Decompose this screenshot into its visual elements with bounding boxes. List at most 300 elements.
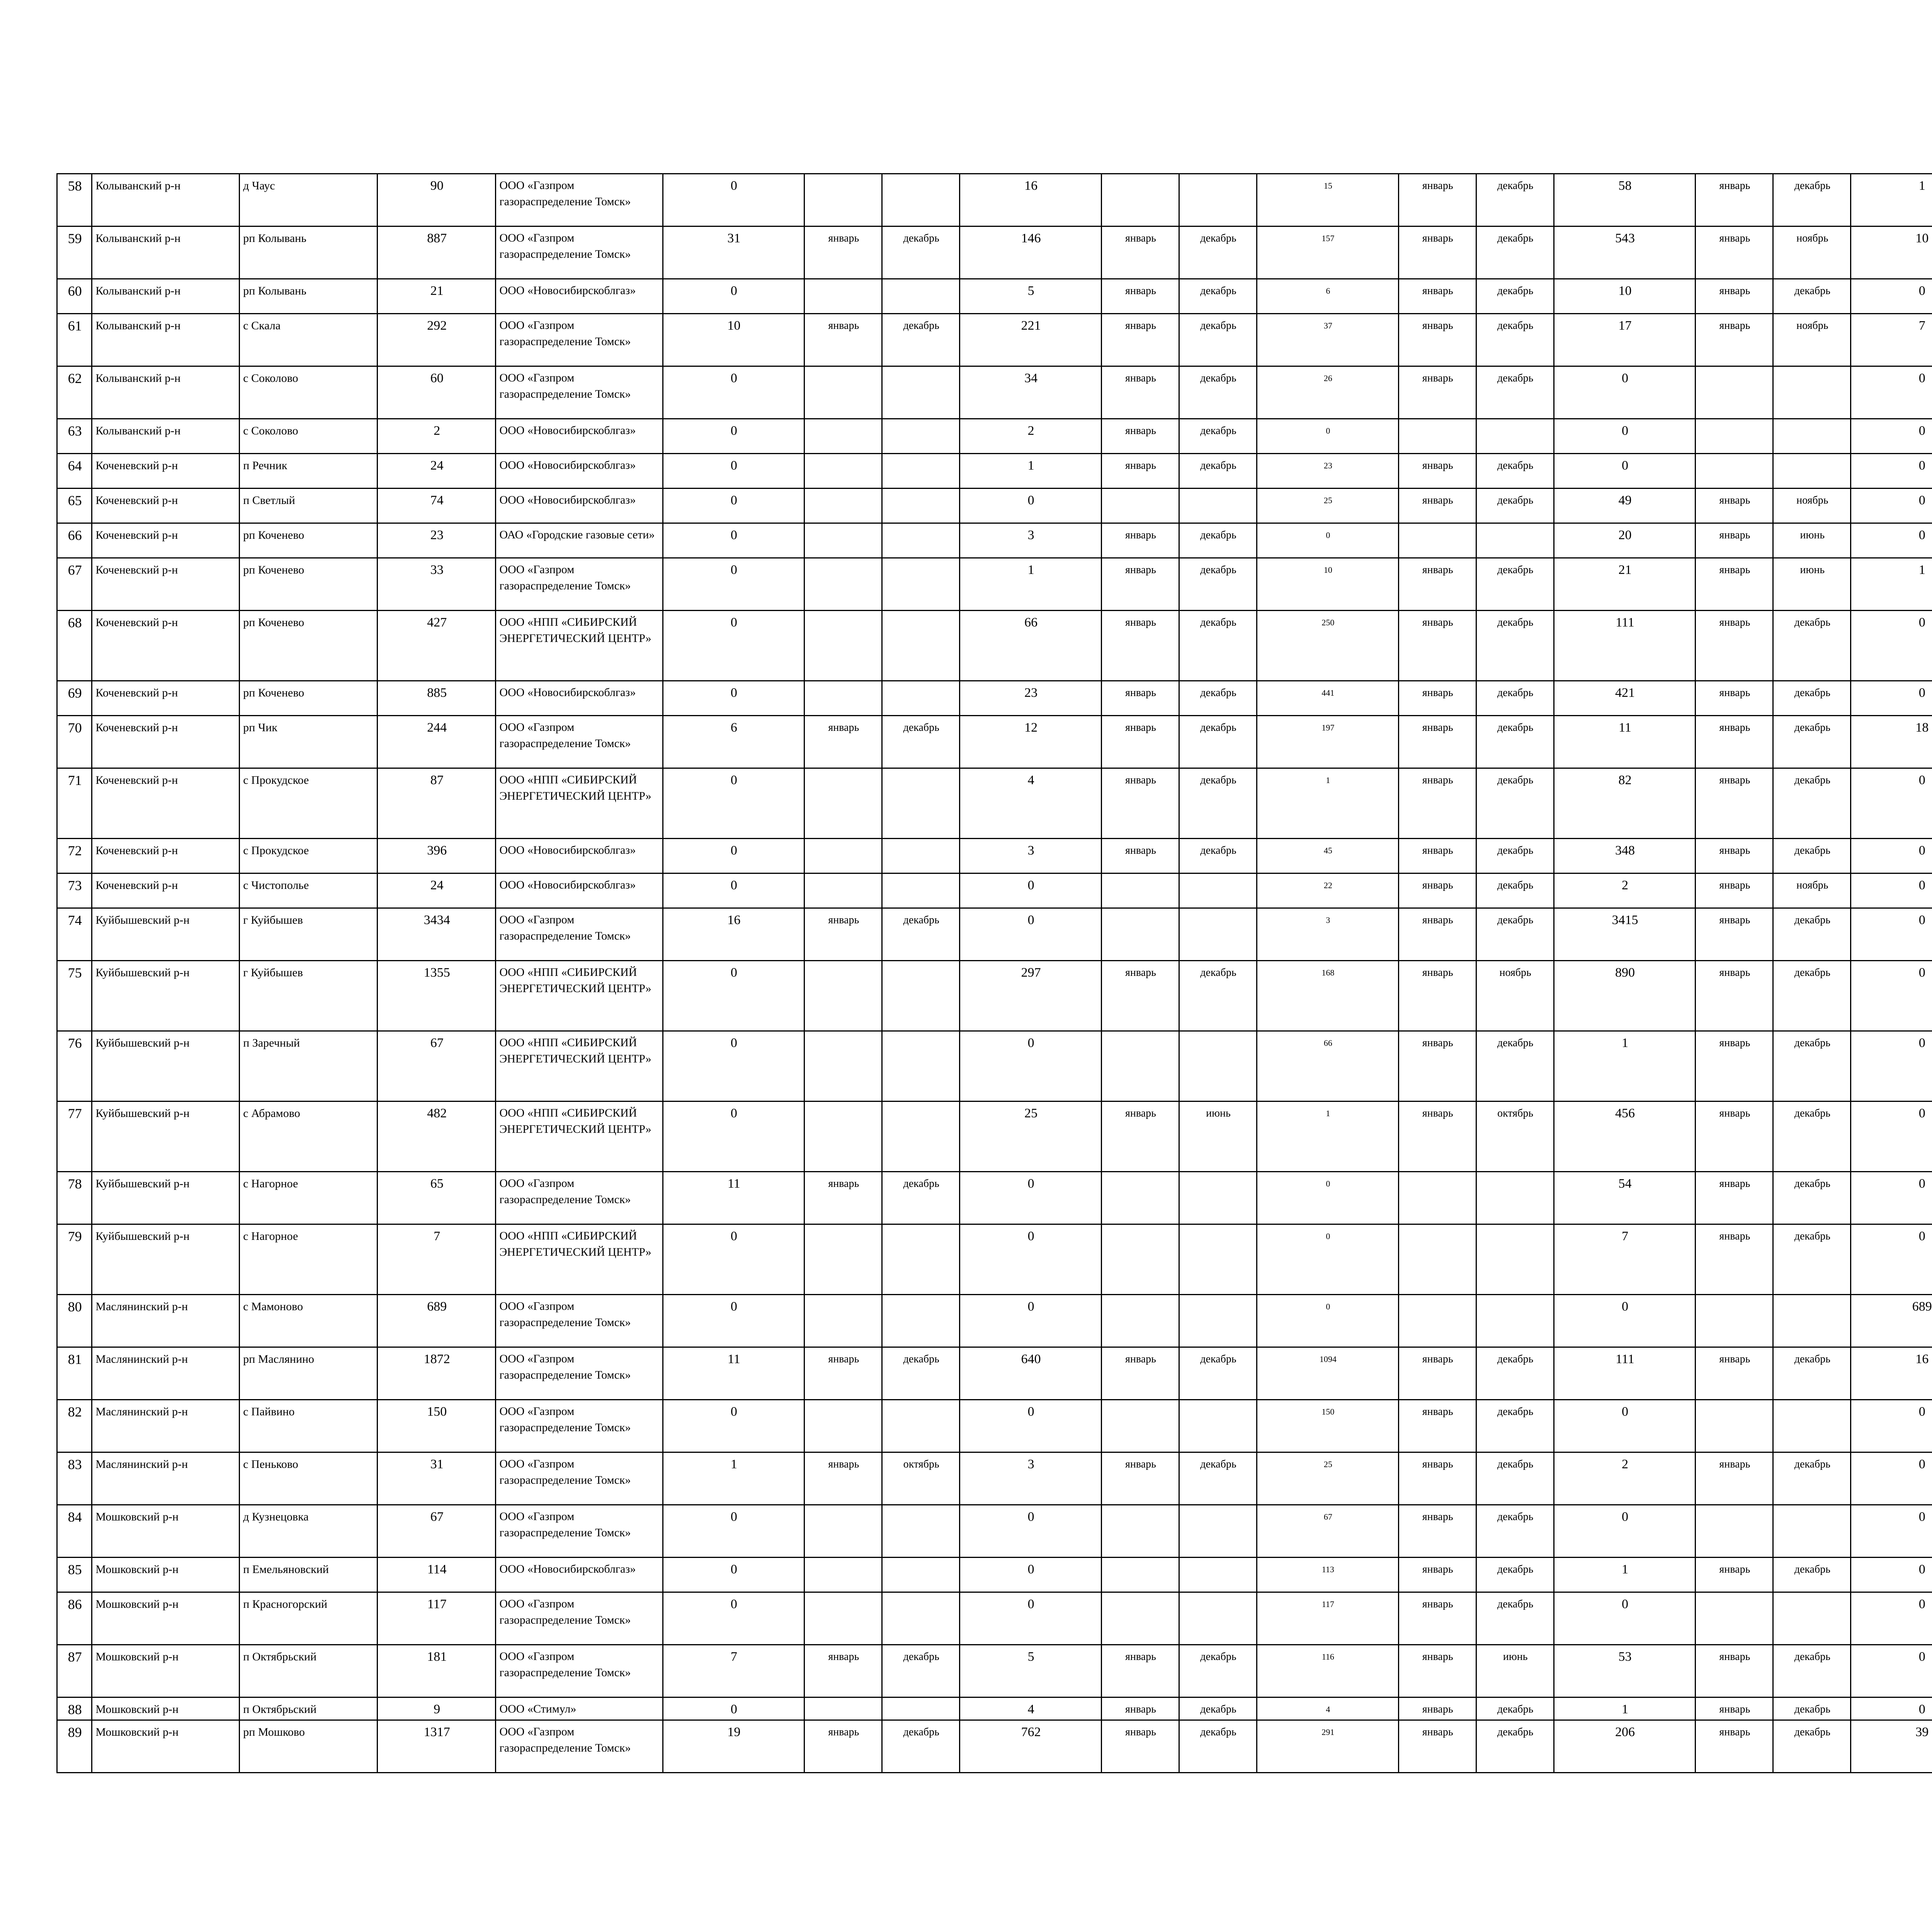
month-from-cell: январь xyxy=(1696,1031,1773,1102)
month-from-cell: январь xyxy=(1102,419,1179,454)
count-cell: 456 xyxy=(1554,1102,1696,1172)
settlement-cell: п Октябрьский xyxy=(240,1697,378,1720)
table-row xyxy=(57,454,1932,489)
month-to-cell: декабрь xyxy=(1476,1452,1554,1505)
district-cell: Маслянинский р-н xyxy=(92,1400,240,1452)
total-cell: 150 xyxy=(377,1400,495,1452)
month-to-cell: декабрь xyxy=(1476,454,1554,489)
count-cell: 0 xyxy=(1851,1102,1932,1172)
month-to-cell: декабрь xyxy=(1179,1452,1257,1505)
settlement-cell: с Нагорное xyxy=(240,1224,378,1295)
count-cell: 0 xyxy=(960,1400,1102,1452)
month-to-cell: июнь xyxy=(1179,1102,1257,1172)
month-to-cell xyxy=(882,839,960,873)
table-row xyxy=(57,1720,1932,1773)
month-from-cell xyxy=(804,873,882,908)
count-cell: 0 xyxy=(663,1592,804,1645)
month-from-cell: январь xyxy=(1696,1224,1773,1295)
month-to-cell xyxy=(1179,873,1257,908)
month-to-cell: июнь xyxy=(1773,523,1851,558)
count-cell: 0 xyxy=(1851,611,1932,681)
month-to-cell xyxy=(1773,454,1851,489)
count-cell: 23 xyxy=(1257,454,1398,489)
organization-cell: ООО «Газпром газораспределение Томск» xyxy=(496,1505,663,1558)
district-cell: Колыванский р-н xyxy=(92,419,240,454)
count-cell: 0 xyxy=(1554,454,1696,489)
count-cell: 1 xyxy=(1851,174,1932,226)
settlement-cell: рп Колывань xyxy=(240,279,378,314)
total-cell: 885 xyxy=(377,681,495,716)
total-cell: 87 xyxy=(377,768,495,839)
settlement-cell: рп Мошково xyxy=(240,1720,378,1773)
table-row xyxy=(57,1347,1932,1400)
count-cell: 49 xyxy=(1554,489,1696,523)
count-cell: 0 xyxy=(1851,873,1932,908)
district-cell: Колыванский р-н xyxy=(92,314,240,366)
month-from-cell: январь xyxy=(1398,611,1476,681)
count-cell: 53 xyxy=(1554,1645,1696,1697)
count-cell: 11 xyxy=(663,1347,804,1400)
organization-cell: ООО «НПП «СИБИРСКИЙ ЭНЕРГЕТИЧЕСКИЙ ЦЕНТР» xyxy=(496,1031,663,1102)
month-to-cell xyxy=(1179,1592,1257,1645)
month-to-cell: декабрь xyxy=(1179,419,1257,454)
count-cell: 3415 xyxy=(1554,908,1696,961)
month-from-cell: январь xyxy=(804,1645,882,1697)
month-from-cell: январь xyxy=(1398,839,1476,873)
count-cell: 146 xyxy=(960,226,1102,279)
table-row xyxy=(57,419,1932,454)
table-row xyxy=(57,839,1932,873)
month-to-cell: декабрь xyxy=(1179,961,1257,1031)
count-cell: 0 xyxy=(1554,366,1696,419)
month-to-cell: декабрь xyxy=(1773,611,1851,681)
month-from-cell: январь xyxy=(1696,1102,1773,1172)
count-cell: 31 xyxy=(663,226,804,279)
month-to-cell: декабрь xyxy=(1179,454,1257,489)
count-cell: 111 xyxy=(1554,611,1696,681)
row-number-cell: 78 xyxy=(57,1172,92,1224)
count-cell: 4 xyxy=(960,1697,1102,1720)
month-to-cell: декабрь xyxy=(1773,1558,1851,1592)
month-from-cell: январь xyxy=(1398,174,1476,226)
count-cell: 82 xyxy=(1554,768,1696,839)
month-to-cell: декабрь xyxy=(1179,768,1257,839)
row-number-cell: 70 xyxy=(57,716,92,768)
count-cell: 0 xyxy=(960,1224,1102,1295)
count-cell: 0 xyxy=(663,1697,804,1720)
row-number-cell: 88 xyxy=(57,1697,92,1720)
month-from-cell xyxy=(804,681,882,716)
settlement-cell: с Абрамово xyxy=(240,1102,378,1172)
month-from-cell: январь xyxy=(804,1452,882,1505)
count-cell: 7 xyxy=(663,1645,804,1697)
month-from-cell: январь xyxy=(1398,226,1476,279)
month-to-cell: декабрь xyxy=(1179,226,1257,279)
month-to-cell: декабрь xyxy=(882,1720,960,1773)
count-cell: 0 xyxy=(663,1295,804,1347)
count-cell: 0 xyxy=(663,1224,804,1295)
count-cell: 2 xyxy=(1554,1452,1696,1505)
district-cell: Коченевский р-н xyxy=(92,716,240,768)
month-from-cell xyxy=(1398,1172,1476,1224)
month-to-cell: декабрь xyxy=(882,314,960,366)
month-from-cell xyxy=(1696,1400,1773,1452)
month-to-cell xyxy=(882,1558,960,1592)
month-to-cell: декабрь xyxy=(1773,1645,1851,1697)
district-cell: Куйбышевский р-н xyxy=(92,1224,240,1295)
month-from-cell: январь xyxy=(1696,1697,1773,1720)
month-to-cell: декабрь xyxy=(1476,1400,1554,1452)
month-from-cell xyxy=(804,1697,882,1720)
count-cell: 1 xyxy=(960,558,1102,611)
count-cell: 1 xyxy=(1257,768,1398,839)
row-number-cell: 81 xyxy=(57,1347,92,1400)
settlement-cell: с Скала xyxy=(240,314,378,366)
month-from-cell: январь xyxy=(1102,558,1179,611)
month-from-cell: январь xyxy=(1696,279,1773,314)
count-cell: 7 xyxy=(1554,1224,1696,1295)
count-cell: 0 xyxy=(1257,523,1398,558)
month-to-cell xyxy=(1476,523,1554,558)
district-cell: Маслянинский р-н xyxy=(92,1295,240,1347)
count-cell: 6 xyxy=(663,716,804,768)
count-cell: 113 xyxy=(1257,1558,1398,1592)
month-from-cell: январь xyxy=(1102,716,1179,768)
month-from-cell: январь xyxy=(1398,768,1476,839)
month-from-cell: январь xyxy=(1398,1592,1476,1645)
organization-cell: ООО «НПП «СИБИРСКИЙ ЭНЕРГЕТИЧЕСКИЙ ЦЕНТР» xyxy=(496,611,663,681)
table-row xyxy=(57,1558,1932,1592)
month-to-cell: декабрь xyxy=(1476,611,1554,681)
count-cell: 58 xyxy=(1554,174,1696,226)
count-cell: 5 xyxy=(960,279,1102,314)
total-cell: 2 xyxy=(377,419,495,454)
settlement-cell: рп Коченево xyxy=(240,523,378,558)
month-from-cell xyxy=(1102,908,1179,961)
count-cell: 0 xyxy=(663,419,804,454)
month-from-cell: январь xyxy=(1696,226,1773,279)
table-row xyxy=(57,1452,1932,1505)
month-from-cell: январь xyxy=(1102,454,1179,489)
total-cell: 33 xyxy=(377,558,495,611)
row-number-cell: 80 xyxy=(57,1295,92,1347)
month-to-cell xyxy=(1179,1558,1257,1592)
month-to-cell xyxy=(882,873,960,908)
count-cell: 22 xyxy=(1257,873,1398,908)
settlement-cell: г Куйбышев xyxy=(240,961,378,1031)
month-to-cell xyxy=(882,1031,960,1102)
month-from-cell xyxy=(804,1558,882,1592)
table-row xyxy=(57,961,1932,1031)
month-from-cell: январь xyxy=(1398,681,1476,716)
row-number-cell: 66 xyxy=(57,523,92,558)
count-cell: 21 xyxy=(1554,558,1696,611)
count-cell: 23 xyxy=(960,681,1102,716)
month-from-cell: январь xyxy=(1102,1720,1179,1773)
settlement-cell: с Прокудское xyxy=(240,839,378,873)
total-cell: 482 xyxy=(377,1102,495,1172)
district-cell: Мошковский р-н xyxy=(92,1720,240,1773)
count-cell: 0 xyxy=(1554,1295,1696,1347)
count-cell: 689 xyxy=(1851,1295,1932,1347)
district-cell: Мошковский р-н xyxy=(92,1697,240,1720)
count-cell: 250 xyxy=(1257,611,1398,681)
table-row xyxy=(57,611,1932,681)
row-number-cell: 74 xyxy=(57,908,92,961)
month-from-cell xyxy=(804,961,882,1031)
total-cell: 9 xyxy=(377,1697,495,1720)
count-cell: 0 xyxy=(1851,1558,1932,1592)
month-from-cell: январь xyxy=(1398,1505,1476,1558)
district-cell: Мошковский р-н xyxy=(92,1505,240,1558)
total-cell: 244 xyxy=(377,716,495,768)
count-cell: 0 xyxy=(1851,1592,1932,1645)
count-cell: 67 xyxy=(1257,1505,1398,1558)
month-to-cell: декабрь xyxy=(1179,1720,1257,1773)
month-from-cell: январь xyxy=(1398,1031,1476,1102)
organization-cell: ООО «НПП «СИБИРСКИЙ ЭНЕРГЕТИЧЕСКИЙ ЦЕНТР» xyxy=(496,1224,663,1295)
count-cell: 19 xyxy=(663,1720,804,1773)
count-cell: 0 xyxy=(960,489,1102,523)
count-cell: 3 xyxy=(960,839,1102,873)
month-from-cell: январь xyxy=(1696,611,1773,681)
month-to-cell: декабрь xyxy=(1476,1347,1554,1400)
count-cell: 0 xyxy=(1554,1592,1696,1645)
count-cell: 1 xyxy=(663,1452,804,1505)
total-cell: 60 xyxy=(377,366,495,419)
count-cell: 6 xyxy=(1257,279,1398,314)
table-row xyxy=(57,174,1932,226)
month-to-cell xyxy=(1179,1031,1257,1102)
count-cell: 0 xyxy=(663,1505,804,1558)
count-cell: 0 xyxy=(1851,1645,1932,1697)
month-to-cell xyxy=(1773,1592,1851,1645)
organization-cell: ООО «Газпром газораспределение Томск» xyxy=(496,226,663,279)
month-from-cell: январь xyxy=(804,716,882,768)
table-row xyxy=(57,489,1932,523)
total-cell: 67 xyxy=(377,1031,495,1102)
month-from-cell xyxy=(1102,873,1179,908)
month-to-cell xyxy=(1773,1505,1851,1558)
row-number-cell: 73 xyxy=(57,873,92,908)
count-cell: 0 xyxy=(1257,1295,1398,1347)
district-cell: Мошковский р-н xyxy=(92,1558,240,1592)
table-row xyxy=(57,873,1932,908)
settlement-cell: с Соколово xyxy=(240,419,378,454)
district-cell: Колыванский р-н xyxy=(92,279,240,314)
row-number-cell: 68 xyxy=(57,611,92,681)
month-from-cell xyxy=(1102,1558,1179,1592)
month-to-cell: декабрь xyxy=(1476,768,1554,839)
month-to-cell xyxy=(1476,1172,1554,1224)
month-to-cell: декабрь xyxy=(1476,839,1554,873)
count-cell: 0 xyxy=(960,1592,1102,1645)
month-to-cell: июнь xyxy=(1773,558,1851,611)
district-cell: Маслянинский р-н xyxy=(92,1347,240,1400)
table-row xyxy=(57,768,1932,839)
month-to-cell xyxy=(1476,419,1554,454)
month-to-cell: декабрь xyxy=(1179,279,1257,314)
district-cell: Куйбышевский р-н xyxy=(92,908,240,961)
count-cell: 0 xyxy=(1554,1400,1696,1452)
district-cell: Коченевский р-н xyxy=(92,523,240,558)
month-from-cell: январь xyxy=(1696,1452,1773,1505)
month-to-cell: декабрь xyxy=(1476,1505,1554,1558)
total-cell: 1872 xyxy=(377,1347,495,1400)
month-to-cell xyxy=(882,489,960,523)
settlement-cell: с Нагорное xyxy=(240,1172,378,1224)
count-cell: 10 xyxy=(663,314,804,366)
row-number-cell: 87 xyxy=(57,1645,92,1697)
settlement-cell: д Кузнецовка xyxy=(240,1505,378,1558)
month-from-cell: январь xyxy=(1102,839,1179,873)
count-cell: 0 xyxy=(960,1031,1102,1102)
month-to-cell: декабрь xyxy=(882,908,960,961)
month-from-cell: январь xyxy=(1696,961,1773,1031)
month-from-cell: январь xyxy=(1696,489,1773,523)
month-to-cell xyxy=(1179,1400,1257,1452)
month-to-cell: декабрь xyxy=(1773,1720,1851,1773)
month-from-cell xyxy=(804,1505,882,1558)
organization-cell: ООО «Газпром газораспределение Томск» xyxy=(496,314,663,366)
month-from-cell xyxy=(804,523,882,558)
month-from-cell: январь xyxy=(804,908,882,961)
month-from-cell: январь xyxy=(1696,1558,1773,1592)
count-cell: 54 xyxy=(1554,1172,1696,1224)
month-to-cell xyxy=(1476,1224,1554,1295)
month-from-cell: январь xyxy=(1696,716,1773,768)
settlement-cell: п Емельяновский xyxy=(240,1558,378,1592)
month-from-cell: январь xyxy=(1696,174,1773,226)
month-to-cell: декабрь xyxy=(1773,1224,1851,1295)
month-from-cell xyxy=(1696,454,1773,489)
district-cell: Куйбышевский р-н xyxy=(92,1102,240,1172)
month-from-cell: январь xyxy=(1696,314,1773,366)
organization-cell: ООО «Газпром газораспределение Томск» xyxy=(496,558,663,611)
row-number-cell: 58 xyxy=(57,174,92,226)
count-cell: 0 xyxy=(663,174,804,226)
organization-cell: ООО «Новосибирскоблгаз» xyxy=(496,419,663,454)
count-cell: 16 xyxy=(960,174,1102,226)
month-to-cell xyxy=(882,768,960,839)
count-cell: 0 xyxy=(663,523,804,558)
total-cell: 292 xyxy=(377,314,495,366)
count-cell: 18 xyxy=(1851,716,1932,768)
month-from-cell xyxy=(1102,1295,1179,1347)
month-to-cell: декабрь xyxy=(1476,1031,1554,1102)
month-to-cell: декабрь xyxy=(1179,1645,1257,1697)
total-cell: 21 xyxy=(377,279,495,314)
month-to-cell: декабрь xyxy=(1476,1720,1554,1773)
month-from-cell xyxy=(804,839,882,873)
row-number-cell: 59 xyxy=(57,226,92,279)
count-cell: 26 xyxy=(1257,366,1398,419)
table-row xyxy=(57,366,1932,419)
month-to-cell xyxy=(882,1505,960,1558)
month-to-cell xyxy=(882,1295,960,1347)
count-cell: 297 xyxy=(960,961,1102,1031)
row-number-cell: 77 xyxy=(57,1102,92,1172)
month-to-cell: декабрь xyxy=(1476,716,1554,768)
month-from-cell: январь xyxy=(1696,873,1773,908)
row-number-cell: 67 xyxy=(57,558,92,611)
count-cell: 0 xyxy=(960,1505,1102,1558)
month-to-cell xyxy=(1179,1224,1257,1295)
count-cell: 20 xyxy=(1554,523,1696,558)
month-to-cell: декабрь xyxy=(882,1645,960,1697)
month-from-cell xyxy=(1696,1592,1773,1645)
month-to-cell: декабрь xyxy=(1476,1697,1554,1720)
month-to-cell: декабрь xyxy=(1773,1172,1851,1224)
month-from-cell: январь xyxy=(1696,768,1773,839)
district-cell: Коченевский р-н xyxy=(92,611,240,681)
month-to-cell: декабрь xyxy=(1179,314,1257,366)
table-row xyxy=(57,1505,1932,1558)
month-to-cell: декабрь xyxy=(1773,174,1851,226)
month-from-cell: январь xyxy=(804,1172,882,1224)
total-cell: 90 xyxy=(377,174,495,226)
row-number-cell: 62 xyxy=(57,366,92,419)
month-to-cell xyxy=(882,1102,960,1172)
total-cell: 1317 xyxy=(377,1720,495,1773)
count-cell: 0 xyxy=(1851,366,1932,419)
month-from-cell xyxy=(1102,1505,1179,1558)
organization-cell: ООО «Газпром газораспределение Томск» xyxy=(496,366,663,419)
total-cell: 181 xyxy=(377,1645,495,1697)
month-to-cell xyxy=(1476,1295,1554,1347)
month-to-cell: декабрь xyxy=(1179,716,1257,768)
month-from-cell xyxy=(804,611,882,681)
month-from-cell xyxy=(804,768,882,839)
count-cell: 5 xyxy=(960,1645,1102,1697)
month-to-cell: декабрь xyxy=(1476,681,1554,716)
settlement-cell: п Заречный xyxy=(240,1031,378,1102)
count-cell: 1 xyxy=(1554,1031,1696,1102)
month-from-cell: январь xyxy=(804,1720,882,1773)
district-cell: Коченевский р-н xyxy=(92,839,240,873)
settlement-cell: рп Коченево xyxy=(240,611,378,681)
row-number-cell: 60 xyxy=(57,279,92,314)
count-cell: 7 xyxy=(1851,314,1932,366)
district-cell: Маслянинский р-н xyxy=(92,1452,240,1505)
month-from-cell xyxy=(804,279,882,314)
count-cell: 0 xyxy=(1851,419,1932,454)
month-from-cell: январь xyxy=(1102,768,1179,839)
month-from-cell: январь xyxy=(1102,1347,1179,1400)
month-to-cell: декабрь xyxy=(1476,489,1554,523)
district-cell: Колыванский р-н xyxy=(92,366,240,419)
count-cell: 0 xyxy=(663,1400,804,1452)
month-to-cell: октябрь xyxy=(882,1452,960,1505)
month-from-cell: январь xyxy=(1398,279,1476,314)
organization-cell: ООО «Газпром газораспределение Томск» xyxy=(496,174,663,226)
month-to-cell xyxy=(882,611,960,681)
count-cell: 348 xyxy=(1554,839,1696,873)
organization-cell: ООО «Газпром газораспределение Томск» xyxy=(496,1347,663,1400)
month-from-cell: январь xyxy=(1398,716,1476,768)
count-cell: 0 xyxy=(960,1172,1102,1224)
month-from-cell xyxy=(1102,174,1179,226)
month-to-cell: декабрь xyxy=(882,1172,960,1224)
count-cell: 1 xyxy=(1851,558,1932,611)
count-cell: 25 xyxy=(1257,1452,1398,1505)
month-to-cell: октябрь xyxy=(1476,1102,1554,1172)
organization-cell: ООО «Газпром газораспределение Томск» xyxy=(496,908,663,961)
month-from-cell xyxy=(1102,1400,1179,1452)
settlement-cell: с Соколово xyxy=(240,366,378,419)
month-to-cell xyxy=(1773,1295,1851,1347)
settlement-cell: с Пеньково xyxy=(240,1452,378,1505)
